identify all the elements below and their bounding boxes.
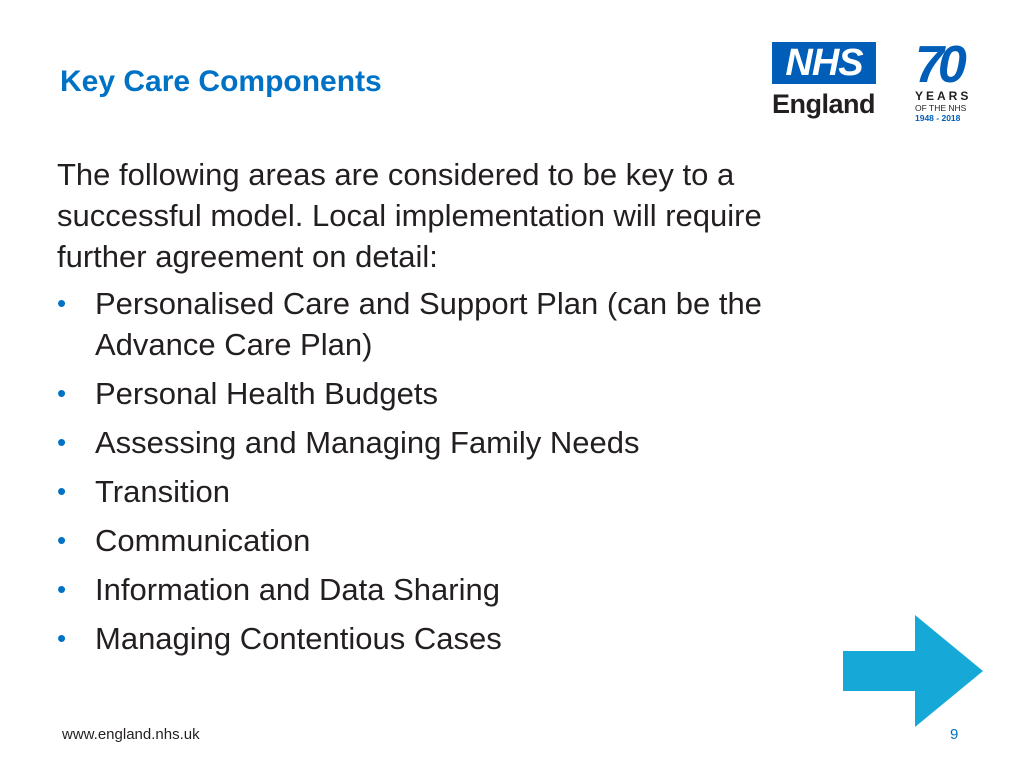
bullet-icon: • — [57, 427, 67, 457]
key-components-list — [57, 283, 857, 659]
anniversary-number: 70 — [915, 36, 961, 94]
bullet-icon: • — [57, 623, 67, 653]
list-item-text: Assessing and Managing Family Needs — [95, 425, 640, 460]
list-item — [57, 283, 857, 365]
list-item — [57, 373, 857, 414]
nhs-england-logo — [772, 42, 878, 122]
bullet-icon: • — [57, 574, 67, 604]
right-arrow-icon[interactable] — [843, 615, 983, 727]
anniversary-of-the-nhs: OF THE NHS — [915, 103, 967, 113]
anniversary-range: 1948 - 2018 — [915, 113, 961, 123]
list-item-text: Personalised Care and Support Plan (can be the Advance Care Plan) — [95, 286, 762, 362]
nhs-70-years-logo — [915, 36, 985, 123]
page-number: 9 — [950, 726, 959, 743]
nhs-logo-box: NHS — [772, 42, 876, 84]
list-item — [57, 618, 857, 659]
list-item-text: Communication — [95, 523, 311, 558]
list-item-text: Managing Contentious Cases — [95, 621, 502, 656]
nhs-region-label: England — [772, 89, 875, 119]
anniversary-years: YEARS — [915, 89, 972, 103]
intro-paragraph: The following areas are considered to be key to a successful model. Local implementation will require further agreement on detail: — [57, 157, 762, 274]
bullet-icon: • — [57, 288, 67, 318]
list-item — [57, 520, 857, 561]
arrow-shape — [843, 615, 983, 727]
list-item — [57, 422, 857, 463]
list-item-text: Personal Health Budgets — [95, 376, 438, 411]
bullet-icon: • — [57, 378, 67, 408]
footer-url[interactable]: www.england.nhs.uk — [62, 726, 200, 743]
list-item-text: Transition — [95, 474, 230, 509]
list-item — [57, 471, 857, 512]
list-item — [57, 569, 857, 610]
bullet-icon: • — [57, 525, 67, 555]
bullet-icon: • — [57, 476, 67, 506]
slide-body — [57, 154, 857, 667]
slide-title: Key Care Components — [60, 65, 382, 98]
list-item-text: Information and Data Sharing — [95, 572, 500, 607]
